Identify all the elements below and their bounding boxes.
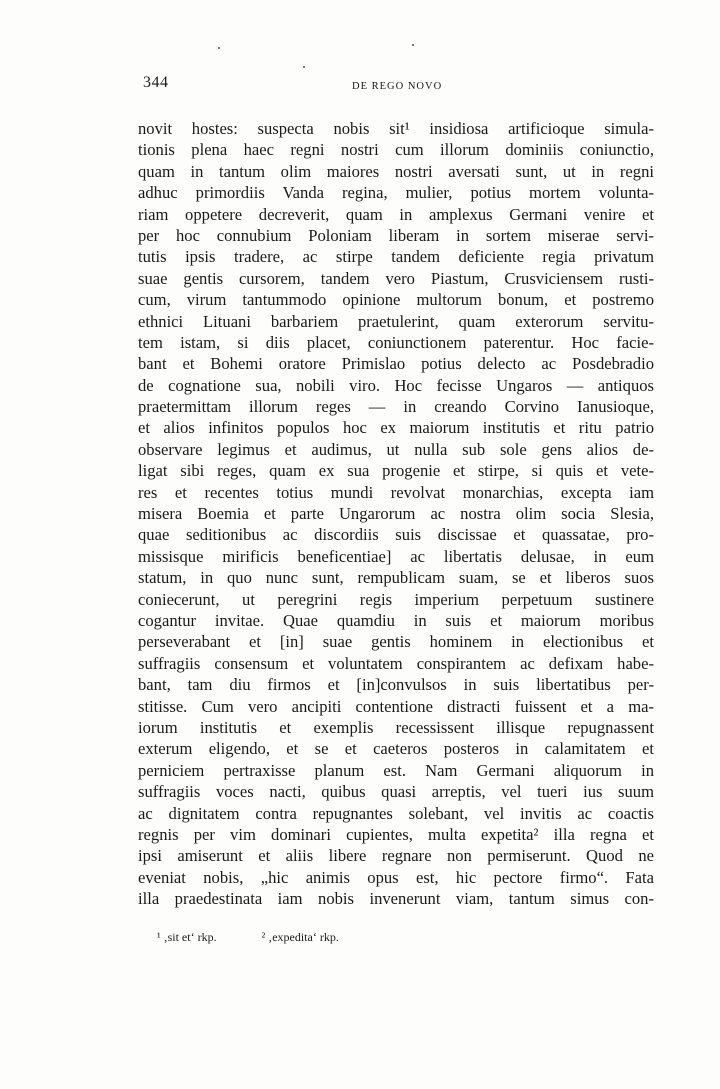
text-line: exterum eligendo, et se et caeteros posteros in calamitatem et — [138, 739, 654, 759]
text-line: regnis per vim dominari cupientes, multa expetita² illa regna et — [138, 824, 654, 844]
text-line: quam in tantum olim maiores nostri aversati sunt, ut in regni — [138, 161, 654, 181]
text-line: stitisse. Cum vero ancipiti contentione distracti fuissent et a ma- — [138, 696, 654, 716]
print-speck — [218, 47, 220, 49]
text-line: bant et Bohemi oratore Primislao potius delecto ac Posdebradio — [138, 354, 654, 374]
text-line: illa praedestinata iam nobis invenerunt viam, tantum simus con- — [138, 889, 654, 909]
text-line: ac dignitatem contra repugnantes solebant, vel invitis ac coactis — [138, 803, 654, 823]
text-line: misera Boemia et parte Ungarorum ac nostra olim socia Slesia, — [138, 504, 654, 524]
text-line: suae gentis cursorem, tandem vero Piastum, Crusviciensem rusti- — [138, 268, 654, 288]
running-title: DE REGO NOVO — [352, 81, 443, 92]
footnote-2: ² ‚expedita‘ rkp. — [261, 930, 339, 944]
text-line: novit hostes: suspecta nobis sit¹ insidiosa artificioque simula- — [138, 119, 654, 138]
text-line: perseverabant et [in] suae gentis hominem in electionibus et — [138, 632, 654, 652]
text-line: statum, in quo nunc sunt, rempublicam suam, se et liberos suos — [138, 568, 654, 588]
text-line: coniecerunt, ut peregrini regis imperium perpetuum sustinere — [138, 589, 654, 609]
text-line: adhuc primordiis Vanda regina, mulier, potius mortem volunta- — [138, 183, 654, 203]
text-line: cum, virum tantummodo opinione multorum bonum, et postremo — [138, 290, 654, 310]
text-line: riam oppetere decreverit, quam in amplexus Germani venire et — [138, 204, 654, 224]
page-number: 344 — [143, 74, 169, 91]
text-line: suffragiis voces nacti, quibus quasi arreptis, vel tueri ius suum — [138, 782, 654, 802]
text-line: de cognatione sua, nobili viro. Hoc fecisse Ungaros — antiquos — [138, 375, 654, 395]
text-line: praetermittam illorum reges — in creando Corvino Ianusioque, — [138, 397, 654, 417]
text-line: per hoc connubium Poloniam liberam in sortem miserae servi- — [138, 225, 654, 245]
text-line: tem istam, si diis placet, coniunctionem paterentur. Hoc facie- — [138, 332, 654, 352]
text-line: observare legimus et audimus, ut nulla sub sole gens alios de- — [138, 439, 654, 459]
print-speck — [412, 44, 414, 46]
print-speck — [303, 66, 305, 68]
text-line: et alios infinitos populos hoc ex maiorum institutis et ritu patrio — [138, 418, 654, 438]
body-text — [138, 118, 654, 909]
text-line: missisque mirificis beneficentiae] ac libertatis delusae, in eum — [138, 546, 654, 566]
text-line: bant, tam diu firmos et [in]convulsos in suis libertatibus per- — [138, 675, 654, 695]
text-line: cogantur invitae. Quae quamdiu in suis et maiorum moribus — [138, 610, 654, 630]
text-line: quae seditionibus ac discordiis suis discissae et quassatae, pro- — [138, 525, 654, 545]
text-line: ethnici Lituani barbariem praetulerint, quam exterorum servitu- — [138, 311, 654, 331]
text-line: res et recentes totius mundi revolvat monarchias, excepta iam — [138, 482, 654, 502]
footnotes — [157, 930, 381, 945]
text-line: ipsi amiserunt et aliis libere regnare non permiserunt. Quod ne — [138, 846, 654, 866]
footnote-1: ¹ ‚sit et‘ rkp. — [157, 930, 217, 944]
text-line: suffragiis consensum et voluntatem conspirantem ac defixam habe- — [138, 653, 654, 673]
text-line: eveniat nobis, „hic animis opus est, hic pectore firmo“. Fata — [138, 867, 654, 887]
text-line: ligat sibi reges, quam ex sua progenie et stirpe, si quis et vete- — [138, 461, 654, 481]
text-line: tutis ipsis tradere, ac stirpe tandem deficiente regia privatum — [138, 247, 654, 267]
text-line: perniciem pertraxisse planum est. Nam Germani aliquorum in — [138, 760, 654, 780]
text-line: iorum institutis et exemplis recessissent illisque repugnassent — [138, 717, 654, 737]
text-line: tionis plena haec regni nostri cum illorum dominiis coniunctio, — [138, 140, 654, 160]
